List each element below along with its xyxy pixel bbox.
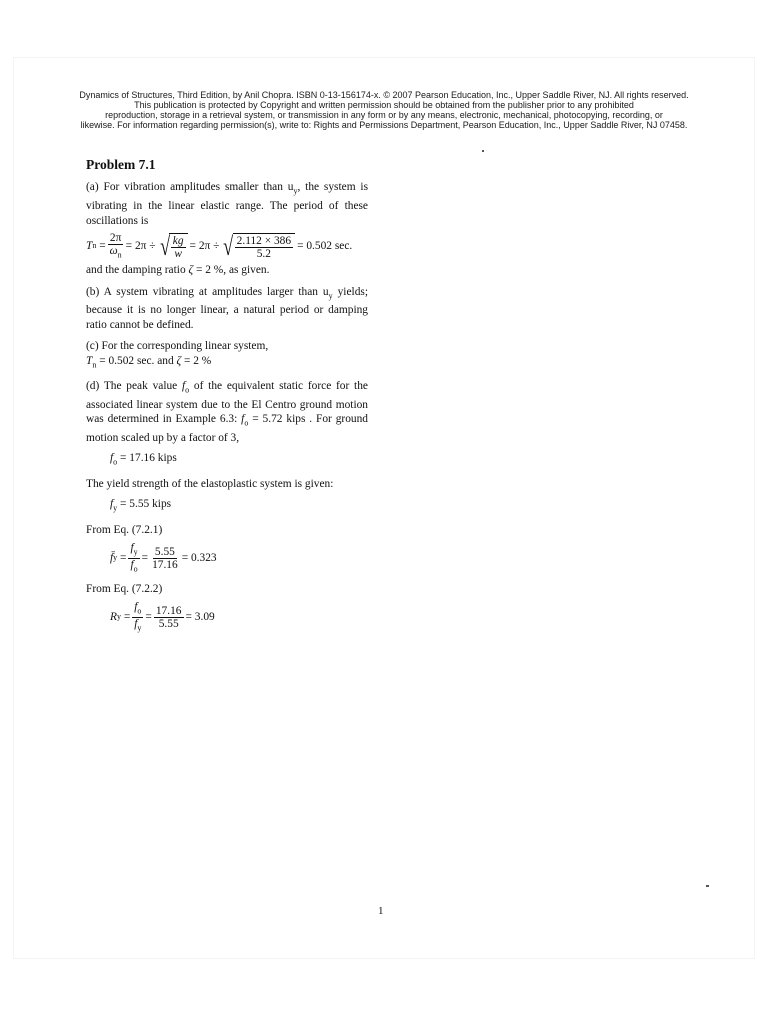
- fy-equation: $f_y = 5.55$ kips: [110, 498, 172, 513]
- part-c-text: (c) For the corresponding linear system,: [86, 340, 269, 353]
- fraction: $\frac{2\pi}{\omega_n}$: [109, 231, 122, 260]
- from-eq-721: From Eq. (7.2.1): [86, 524, 163, 537]
- from-eq-722: From Eq. (7.2.2): [86, 583, 163, 596]
- square-root: √ $\frac{kg}{w}$: [158, 233, 188, 260]
- copyright-notice: [50, 90, 718, 130]
- radical-icon: √: [223, 231, 234, 261]
- yield-text: The yield strength of the elastoplastic system is given:: [86, 478, 334, 491]
- radical-icon: √: [159, 231, 170, 261]
- copyright-line: Dynamics of Structures, Third Edition, by Anil Chopra. ISBN 0-13-156174-x. © 2007 Pearson Education, Inc., Upper Saddle River, NJ. All rights reserved.: [79, 90, 689, 100]
- scan-speck: [482, 150, 484, 152]
- fy-bar-equation: f̄ y = $\frac{f_y}{f_o}$ = $\frac{5.55}{17.16}$ = 0.323: [110, 541, 217, 574]
- part-d-text: (d) The peak value $f_o$ of the equivalent static force for the associated linear system due to the El Centro ground motion was determined in Example 6.3: $f_o = 5.72$ kips . For ground motion scaled up by a factor of 3,: [86, 380, 368, 444]
- part-b-text: (b) A system vibrating at amplitudes larger than $u_y$ yields; because it is no longer linear, a natural period or damping ratio cannot be defined.: [86, 285, 368, 331]
- problem-content: [86, 158, 368, 634]
- part-a-text: (a) For vibration amplitudes smaller than $u_y$, the system is vibrating in the linear elastic range. The period of these oscillations is: [86, 181, 368, 227]
- damping-text: and the damping ratio ζ = 2 %, as given.: [86, 264, 270, 277]
- square-root: √ $\frac{2.112 \times 386}{5.2}$: [221, 233, 295, 260]
- ry-equation: R y = $\frac{f_o}{f_y}$ = $\frac{17.16}{5.55}$ = 3.09: [110, 600, 215, 633]
- problem-title: Problem 7.1: [86, 157, 156, 172]
- period-equation: T n = $\frac{2\pi}{\omega_n}$ = 2π ÷ √ $\frac{kg}{w}$ = 2π ÷ √ $\frac{2.112 \times 386}{5.2}$ = 0.502 sec.: [86, 231, 353, 261]
- scan-speck: [706, 885, 709, 887]
- copyright-line: reproduction, storage in a retrieval system, or transmission in any form or by any means, electronic, mechanical, photocopying, recording, or: [105, 110, 663, 120]
- copyright-line: This publication is protected by Copyright and written permission should be obtained from the publisher prior to any prohibited: [134, 100, 634, 110]
- copyright-line: likewise. For information regarding permission(s), write to: Rights and Permissions Department, Pearson Education, Inc., Upper Saddle River, NJ 07458.: [80, 120, 688, 130]
- part-c-equation: $T_n = 0.502$ sec. and ζ = 2 %: [86, 354, 212, 369]
- page-number: 1: [378, 905, 384, 917]
- fo-equation: $f_o = 17.16$ kips: [110, 452, 177, 467]
